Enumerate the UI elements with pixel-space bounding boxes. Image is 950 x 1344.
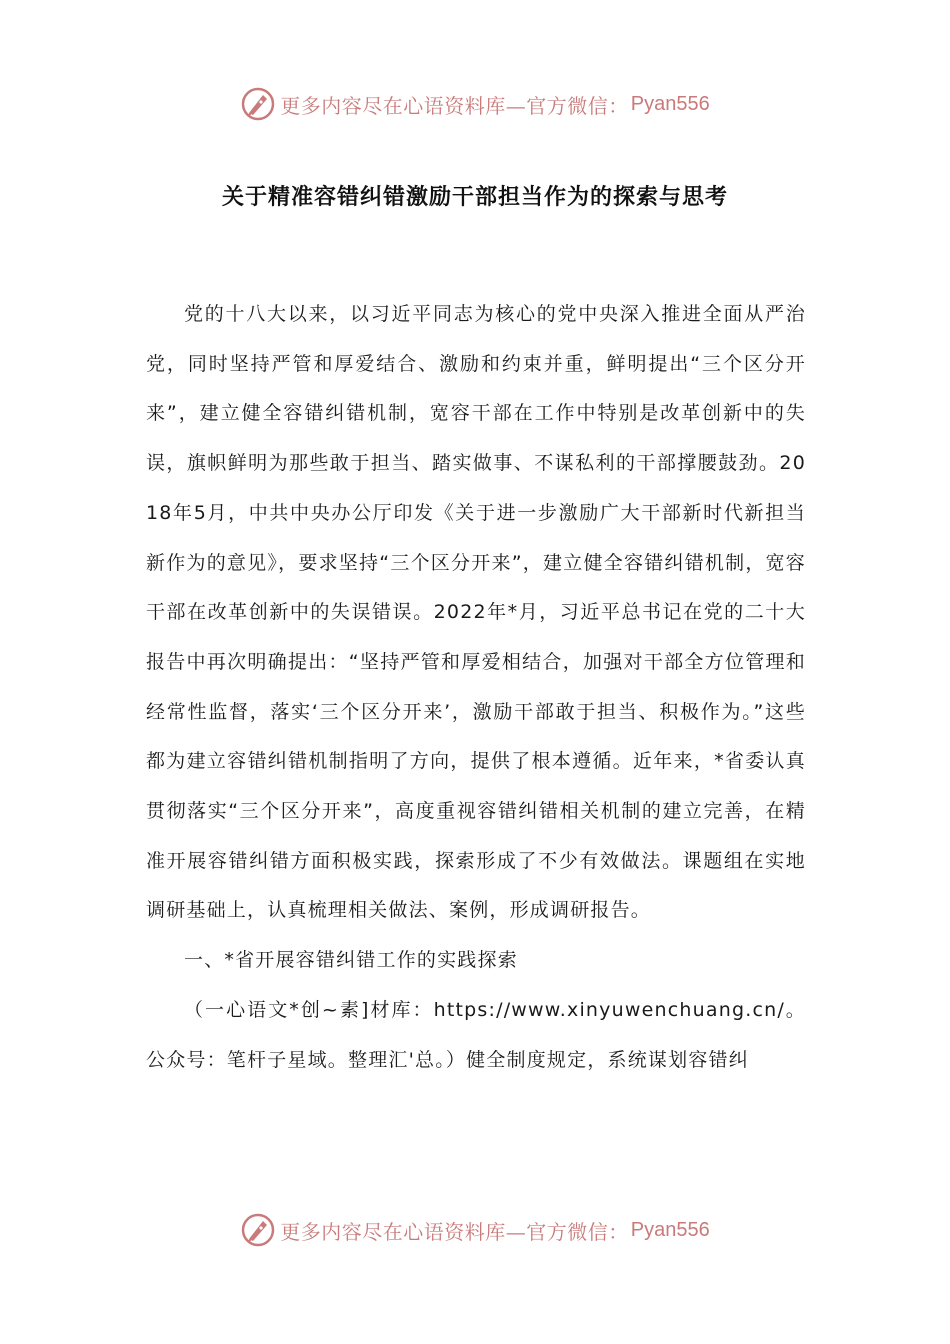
section-heading: 一、*省开展容错纠错工作的实践探索 [184,949,518,972]
document-title: 关于精准容错纠错激励干部担当作为的探索与思考 [221,185,728,210]
banner-wechat-id: Pyan556 [630,92,710,115]
pen-nib-circle-icon [240,86,276,122]
header-banner [0,84,950,124]
document-body [146,290,806,1085]
paragraph-intro: 党的十八大以来，以习近平同志为核心的党中央深入推进全面从严治党，同时坚持严管和厚爱结合、激励和约束并重，鲜明提出“三个区分开来”，建立健全容错纠错机制，宽容干部在工作中特别是改革创新中的失误，旗帜鲜明为那些敢于担当、踏实做事、不谋私利的干部撑腰鼓劲。2018年5月，中共中央办公厅印发《关于进一步激励广大干部新时代新担当新作为的意见》，要求坚持“三个区分开来”，建立健全容错纠错机制，宽容干部在改革创新中的失误错误。2022年*月，习近平总书记在党的二十大报告中再次明确提出：“坚持严管和厚爱相结合，加强对干部全方位管理和经常性监督，落实‘三个区分开来’，激励干部敢于担当、积极作为。”这些都为建立容错纠错机制指明了方向，提供了根本遵循。近年来，*省委认真贯彻落实“三个区分开来”，高度重视容错纠错相关机制的建立完善，在精准开展容错纠错方面积极实践，探索形成了不少有效做法。课题组在实地调研基础上，认真梳理相关做法、案例，形成调研报告。 [146,303,806,922]
paragraph-section-one: （一心语文*创~素]材库：https://www.xinyuwenchuang.cn/。公众号：笔杆子星域。整理汇'总。）健全制度规定，系统谋划容错纠 [146,998,806,1071]
pen-nib-circle-icon [240,1212,276,1248]
banner-wechat-id: Pyan556 [630,1218,710,1241]
banner-text: 更多内容尽在心语资料库—官方微信： [280,93,629,118]
banner-text: 更多内容尽在心语资料库—官方微信： [280,1219,629,1244]
footer-banner [0,1210,950,1250]
